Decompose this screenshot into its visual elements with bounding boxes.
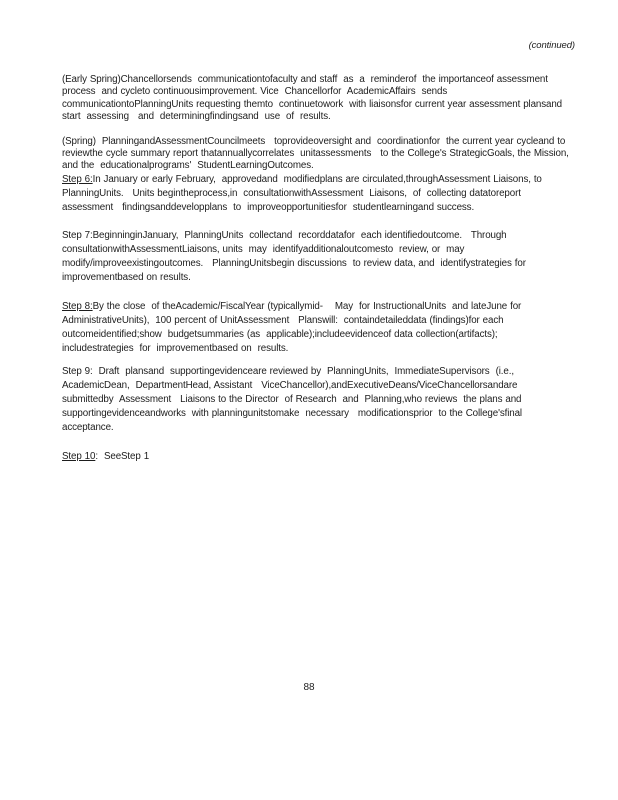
- paragraph-step-7: [62, 229, 570, 285]
- paragraph-step-8: [62, 300, 570, 356]
- paragraph-step-10: [62, 450, 570, 464]
- step-label: Step 6:: [62, 173, 93, 185]
- paragraph-text: : SeeStep 1: [95, 450, 150, 462]
- document-body: [62, 74, 575, 464]
- step-label: Step 10: [62, 450, 96, 462]
- paragraph-text: Step 7:BeginninginJanuary, PlanningUnits collectand recorddatafor each identifiedoutcome. Through consultationwithAssessmentLiaisons, units may identifyadditionaloutcomesto review, or may modify/improveexistingoutcomes. PlanningUnitsbegin discussions to review data, and identifystrategies for improvementbased on results.: [62, 229, 529, 283]
- page-number: 88: [303, 682, 315, 693]
- paragraph-step-6: [62, 173, 570, 215]
- paragraph-text: (Early Spring)Chancellorsends communicationtofaculty and staff as a reminderof the importanceof assessment process and cycleto continuousimprovement. Vice Chancellorfor AcademicAffairs sends communicationtoPlanningUnits requesting themto continuetowork with liaisonsfor current year assessment plansand start assessing and determiningfindingsand use of results.: [62, 74, 569, 123]
- paragraph-text: (Spring) PlanningandAssessmentCouncilmeets toprovideoversight and coordinationfor the current year cycleand to reviewthe cycle summary report thatannuallycorrelates unitassessments to the College's StrategicGoals, the Mission, and the educationalprograms' StudentLearningOutcomes.: [62, 135, 575, 172]
- step-label: Step 8:: [62, 300, 93, 312]
- paragraph-text: Step 9: Draft plansand supportingevidenceare reviewed by PlanningUnits, ImmediateSupervisors (i.e., AcademicDean, DepartmentHead, Assistant ViceChancellor),andExecutiveDeans/ViceChancellorsandare submittedby Assessment Liaisons to the Director of Research and Planning,who reviews the plans and supportingevidenceandworks with planningunitstomake necessary modificationsprior to the College'sfinal acceptance.: [62, 365, 525, 433]
- paragraph-spring: [62, 135, 575, 173]
- paragraph-early-spring: [62, 74, 570, 124]
- paragraph-text: In January or early February, approvedand modifiedplans are circulated,throughAssessment Liaisons, to PlanningUnits. Units begintheprocess,in consultationwithAssessment Liaisons, of collecting datatoreport assessment findingsanddevelopplans to improveopportunitiesfor studentlearningand success.: [62, 173, 545, 213]
- paragraph-step-9: [62, 365, 570, 435]
- paragraph-text: By the close of theAcademic/FiscalYear (typicallymid- May for InstructionalUnits and lateJune for AdministrativeUnits), 100 percent of UnitAssessment Planswill: containdetaileddata (findings)for each outcomeidentified;show budgetsummaries (as applicable);includeevidenceof data collection(artifacts); includestrategies for improvementbased on results.: [62, 300, 524, 354]
- continued-label: (continued): [528, 40, 575, 51]
